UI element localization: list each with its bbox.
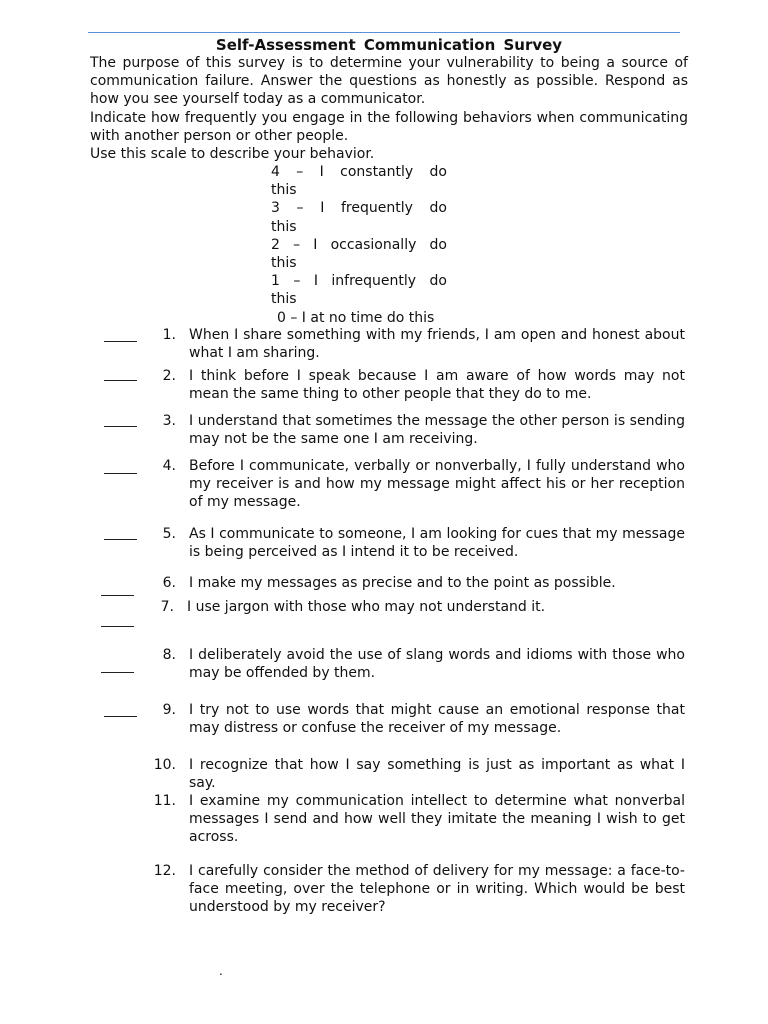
- question-number: 7.: [160, 599, 174, 615]
- answer-blank[interactable]: [104, 716, 137, 717]
- answer-blank[interactable]: [104, 426, 137, 427]
- answer-blank[interactable]: [101, 626, 134, 627]
- question-number: 5.: [162, 526, 176, 542]
- answer-blank[interactable]: [104, 380, 137, 381]
- question-text: Before I communicate, verbally or nonverbally, I fully understand who my receiver is and how my message might affect his or her reception of my message.: [189, 458, 685, 511]
- page-title: Self-Assessment Communication Survey: [215, 36, 563, 54]
- scale-item: 1 – I infrequently do this: [271, 273, 447, 308]
- question-text: I understand that sometimes the message the other person is sending may not be the same one I am receiving.: [189, 413, 685, 448]
- question-text: I examine my communication intellect to determine what nonverbal messages I send and how well they imitate the meaning I wish to get across.: [189, 793, 685, 846]
- question-text: I try not to use words that might cause an emotional response that may distress or confuse the receiver of my message.: [189, 702, 685, 737]
- intro-section: [90, 54, 688, 163]
- intro-paragraph-2: Indicate how frequently you engage in the following behaviors when communicating with another person or other people.: [90, 109, 688, 144]
- answer-blank[interactable]: [104, 341, 137, 342]
- question-text: I use jargon with those who may not understand it.: [187, 599, 546, 615]
- answer-blank[interactable]: [104, 539, 137, 540]
- question-number: 11.: [153, 793, 176, 809]
- question-text: I make my messages as precise and to the point as possible.: [189, 575, 616, 591]
- question-text: When I share something with my friends, I am open and honest about what I am sharing.: [189, 327, 685, 362]
- rating-scale: [271, 163, 471, 327]
- question-text: I carefully consider the method of delivery for my message: a face-to-face meeting, over the telephone or in writing. Which would be best understood by my receiver?: [189, 863, 685, 916]
- question-number: 12.: [153, 863, 176, 879]
- answer-blank[interactable]: [101, 595, 134, 596]
- footer-mark: .: [219, 964, 223, 978]
- scale-item: 3 – I frequently do this: [271, 200, 447, 235]
- question-number: 4.: [162, 458, 176, 474]
- question-number: 8.: [162, 647, 176, 663]
- question-number: 2.: [162, 368, 176, 384]
- question-text: I recognize that how I say something is just as important as what I say.: [189, 757, 685, 792]
- question-text: As I communicate to someone, I am looking for cues that my message is being perceived as I intend it to be received.: [189, 526, 685, 561]
- question-number: 3.: [162, 413, 176, 429]
- scale-item: 4 – I constantly do this: [271, 164, 447, 199]
- question-number: 9.: [162, 702, 176, 718]
- question-text: I think before I speak because I am aware of how words may not mean the same thing to other people that they do to me.: [189, 368, 685, 403]
- question-number: 1.: [162, 327, 176, 343]
- question-number: 10.: [153, 757, 176, 773]
- intro-paragraph-1: The purpose of this survey is to determine your vulnerability to being a source of communication failure. Answer the questions as honestly as possible. Respond as how you see yourself today as a communicator.: [90, 55, 688, 108]
- question-number: 6.: [162, 575, 176, 591]
- intro-paragraph-3: Use this scale to describe your behavior.: [90, 146, 375, 163]
- answer-blank[interactable]: [104, 473, 137, 474]
- header-rule: [88, 32, 680, 33]
- scale-item: 0 – I at no time do this: [277, 309, 435, 326]
- answer-blank[interactable]: [101, 672, 134, 673]
- question-text: I deliberately avoid the use of slang words and idioms with those who may be offended by them.: [189, 647, 685, 682]
- scale-item: 2 – I occasionally do this: [271, 236, 447, 272]
